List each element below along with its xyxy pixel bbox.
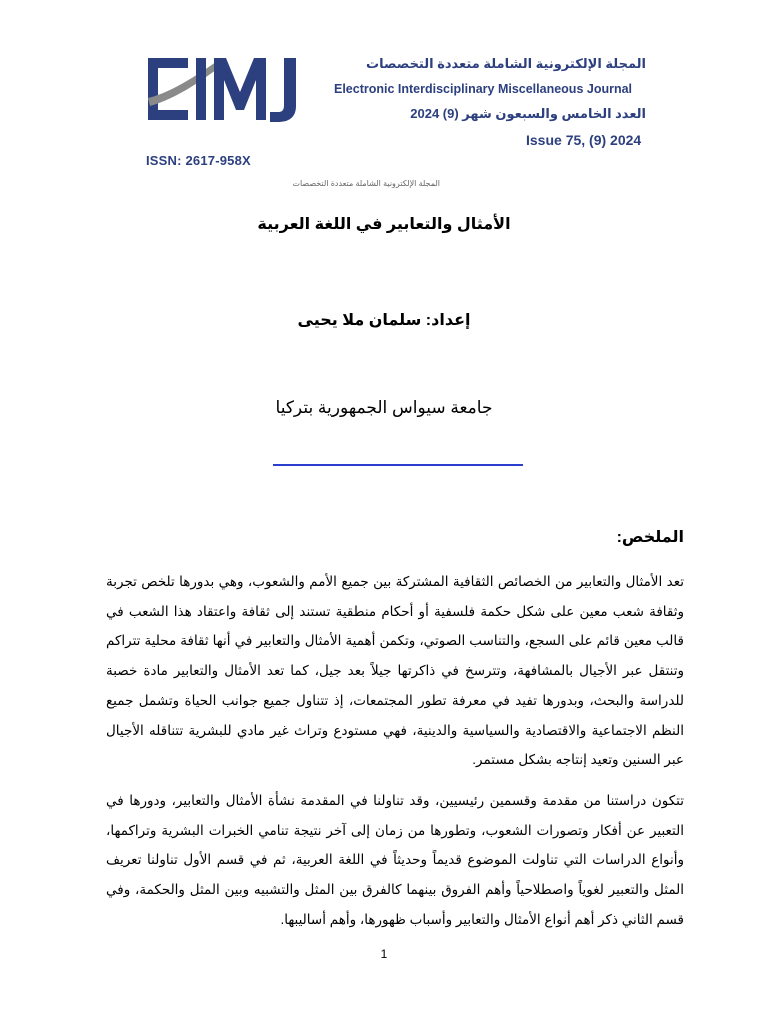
journal-name-arabic: المجلة الإلكترونية الشاملة متعددة التخصصات bbox=[366, 56, 646, 71]
logo-graphic bbox=[144, 52, 310, 126]
journal-header bbox=[0, 0, 768, 190]
author-affiliation: جامعة سيواس الجمهورية بتركيا bbox=[275, 398, 493, 417]
journal-name-english: Electronic Interdisciplinary Miscellaneous Journal bbox=[334, 82, 633, 96]
section-divider bbox=[273, 464, 523, 466]
article-author: إعداد: سلمان ملا يحيى bbox=[297, 312, 471, 329]
article-title: الأمثال والتعابير في اللغة العربية bbox=[257, 216, 511, 233]
abstract-paragraph-2: تتكون دراستنا من مقدمة وقسمين رئيسيين، وقد تناولنا في المقدمة نشأة الأمثال والتعابير، ودورها في التعبير عن أفكار وتصورات الشعوب، وتطورها من زمان إلى آخر نتيجة تنامي الخبرات البشرية وتراكمها، وأنواع الدراسات التي تناولت الموضوع قديماً وحديثاً في اللغة العربية، ثم في قسم الأول تناولنا تعريف المثل والتعبير لغوياً واصطلاحياً وأهم الفروق بينهما كالفرق بين المثل والتشبيه وبين المثل والحكمة، وفي قسم الثاني ذكر أهم أنواع الأمثال والتعابير وأسباب ظهورها، وأهم أساليبها. bbox=[106, 793, 684, 927]
abstract-paragraph-1: تعد الأمثال والتعابير من الخصائص الثقافية المشتركة بين جميع الأمم والشعوب، وهي بدورها تلخص تجربة وثقافة شعب معين على شكل حكمة فلسفية أو أحكام منطقية تستند إلى ثقافة واعتقاد هذا الشعب في قالب معين قائم على السجع، والتناسب الصوتي، وتكمن أهمية الأمثال والتعابير في أنها ثقافة محلية تتراكم وتنتقل عبر الأجيال بالمشافهة، وتترسخ في ذاكرتها جيلاً بعد جيل، كما تعد الأمثال والتعابير مادة خصبة للدراسة والبحث، وبدورها تفيد في معرفة تطور المجتمعات، إذ تتناول جميع جوانب الحياة وتشمل جميع النظم الاجتماعية والاقتصادية والسياسية والدينية، فهي مستودع وتراث غير مادي للبشرية تتناقله الأجيال عبر السنين وتعيد إنتاجه بشكل مستمر. bbox=[106, 574, 684, 768]
issn-number: ISSN: 2617-958X bbox=[146, 153, 251, 168]
issue-english: Issue 75, (9) 2024 bbox=[526, 132, 642, 148]
page-number: 1 bbox=[380, 947, 388, 961]
logo-subtitle: المجلة الإلكترونية الشاملة متعددة التخصصات bbox=[292, 179, 440, 188]
issue-arabic: العدد الخامس والسبعون شهر (9) 2024 bbox=[410, 106, 646, 121]
abstract-heading: الملخص: bbox=[616, 529, 684, 546]
